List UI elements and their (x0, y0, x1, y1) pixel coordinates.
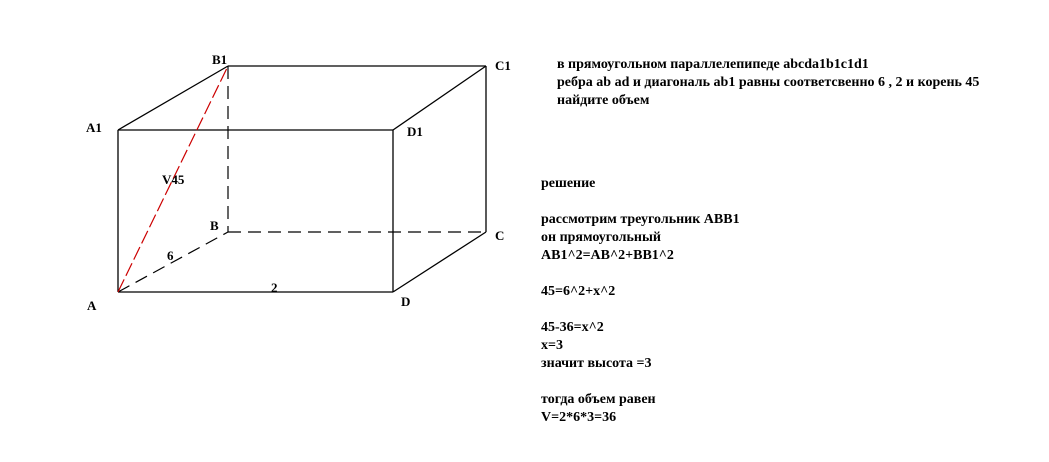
solution-line: 45-36=x^2 (541, 320, 604, 335)
edge-d-c (393, 232, 486, 292)
label-d: D (401, 294, 411, 309)
solution-line: он прямоугольный (541, 230, 661, 245)
solution-line: 45=6^2+x^2 (541, 284, 616, 299)
label-a: A (87, 298, 97, 313)
solution-line (541, 373, 740, 391)
label-c: C (495, 228, 505, 243)
solution-line (541, 265, 740, 283)
label-diagonal: V45 (162, 172, 185, 187)
problem-statement (557, 56, 979, 110)
label-c1: C1 (495, 58, 511, 73)
solution-line: рассмотрим треугольник ABB1 (541, 212, 740, 227)
solution-line (541, 193, 740, 211)
label-b1: B1 (212, 52, 228, 67)
problem-line: в прямоугольном параллелепипеде abcda1b1c1d1 (557, 57, 869, 72)
label-d1: D1 (407, 124, 423, 139)
problem-line: ребра ab ad и диагональ ab1 равны соответсвенно 6 , 2 и корень 45 (557, 75, 980, 90)
solution-line: x=3 (541, 338, 563, 353)
solution-line: решение (541, 176, 596, 191)
solution-line: значит высота =3 (541, 356, 652, 371)
edge-d1-c1 (393, 66, 486, 130)
solution-line (541, 301, 740, 319)
label-b: B (210, 218, 219, 233)
label-ab-length: 6 (167, 248, 174, 263)
solution-line: V=2*6*3=36 (541, 410, 617, 425)
edge-a1-b1 (118, 66, 228, 130)
problem-line: найдите объем (557, 93, 650, 108)
label-a1: A1 (86, 120, 102, 135)
solution-line: тогда объем равен (541, 392, 656, 407)
solution-text (541, 175, 740, 427)
label-ad-length: 2 (271, 280, 278, 295)
solution-line: AB1^2=AB^2+BB1^2 (541, 248, 674, 263)
